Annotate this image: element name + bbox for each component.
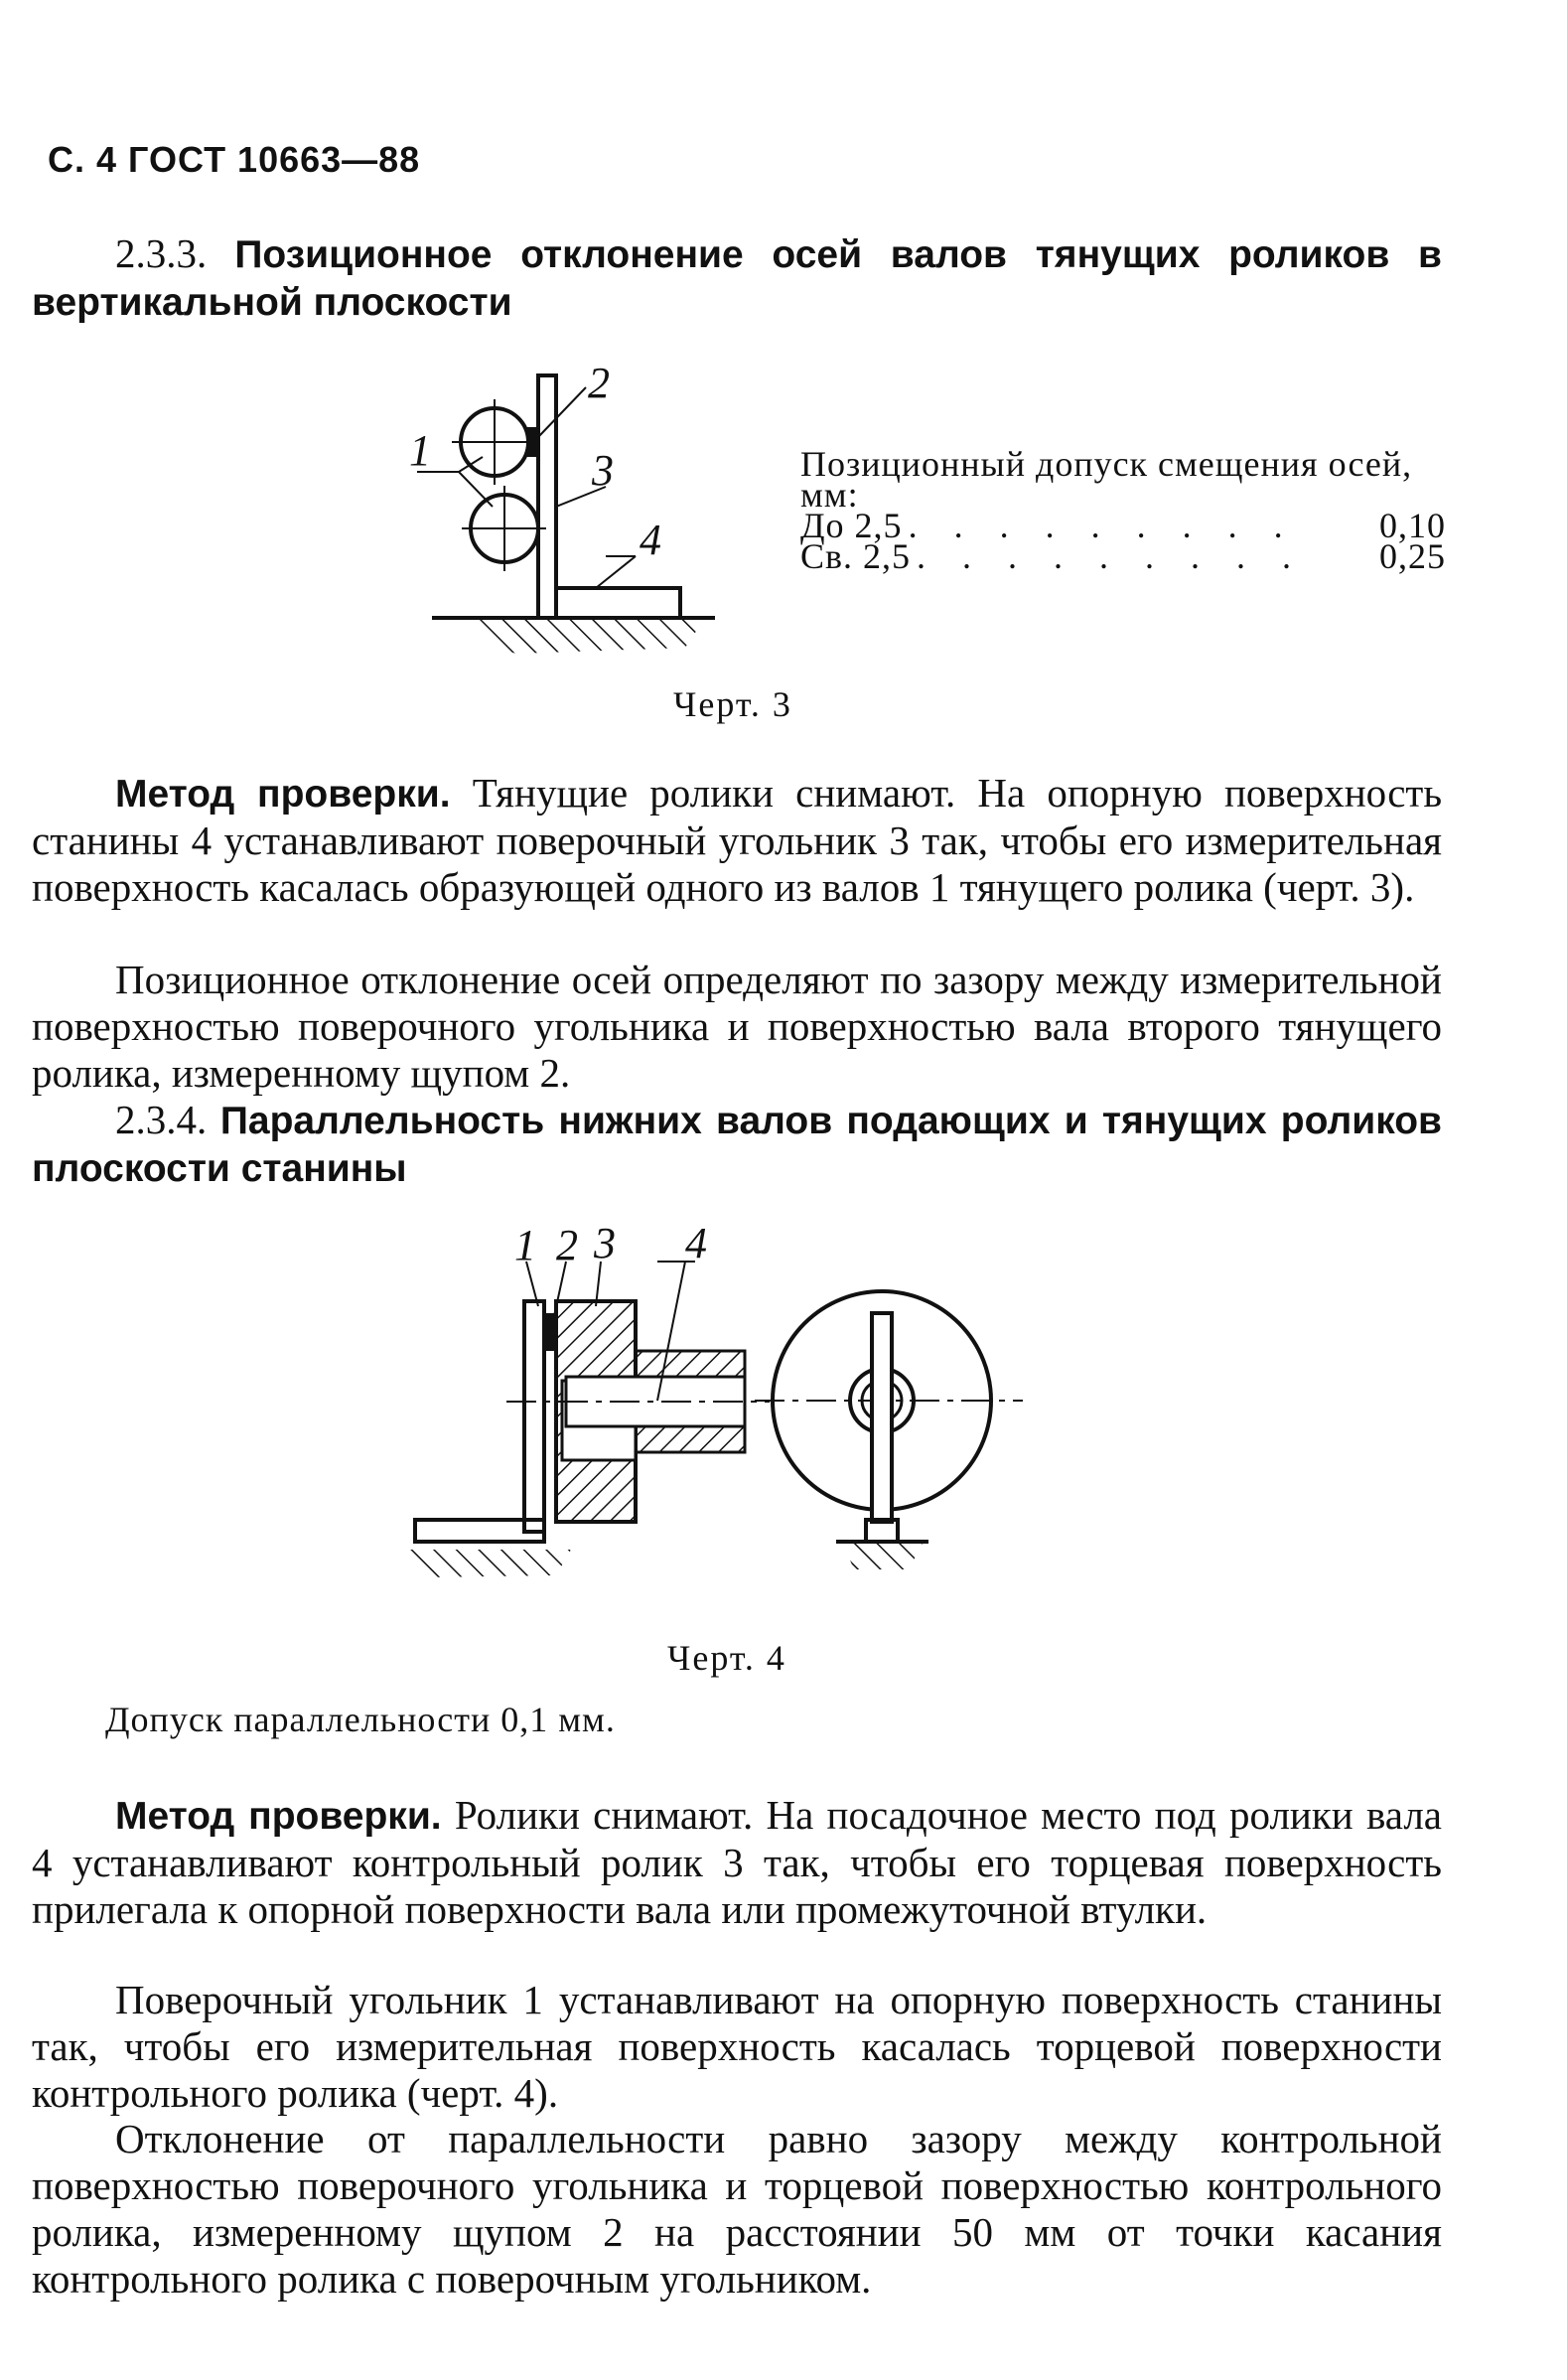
section-2-3-4-heading bbox=[32, 1097, 1442, 1192]
label-4: 4 bbox=[640, 516, 661, 564]
method-2-paragraph bbox=[32, 1792, 1442, 1933]
deviation-1-paragraph: Позиционное отклонение осей определяют по зазору между измерительной поверхностью поверочного угольника и поверхностью вала второго тянущего ролика, измеренному щупом 2. bbox=[32, 957, 1442, 1096]
figure-4-drawing bbox=[397, 1222, 1053, 1589]
shaft-lower bbox=[636, 1426, 745, 1452]
method-1-paragraph bbox=[32, 770, 1442, 911]
page-header: С. 4 ГОСТ 10663—88 bbox=[48, 139, 421, 180]
base-hatch bbox=[472, 618, 705, 654]
base-hatch-left bbox=[407, 1550, 571, 1577]
tolerance-row-label: До 2,5 bbox=[800, 506, 903, 545]
tolerance-table bbox=[800, 444, 1446, 576]
label-2: 2 bbox=[588, 359, 610, 407]
section-title: Параллельность нижних валов подающих и тянущих роликов плоскости станины bbox=[32, 1100, 1443, 1190]
bed-plate bbox=[556, 588, 680, 618]
tolerance-row-dots: . . . . . . . . . bbox=[908, 511, 1297, 541]
label-2: 2 bbox=[556, 1222, 578, 1269]
section-2-3-3-heading bbox=[32, 230, 1442, 326]
label-3: 3 bbox=[592, 446, 614, 495]
method-lead: Метод проверки. bbox=[115, 773, 451, 816]
tolerance-heading: Позиционный допуск смещения осей, мм: bbox=[800, 444, 1413, 515]
deviation-2-paragraph: Отклонение от параллельности равно зазору между контрольной поверхностью поверочного угольника и торцевой поверхностью контрольного ролика, измеренному щупом 2 на расстоянии 50 мм от точки касания контрольного ролика с поверочным угольником. bbox=[32, 2116, 1442, 2302]
tolerance-row-label: Св. 2,5 bbox=[800, 536, 912, 576]
square-tool bbox=[538, 375, 556, 618]
parallel-tolerance: Допуск параллельности 0,1 мм. bbox=[105, 1700, 616, 1739]
tolerance-row-value: 0,10 bbox=[1379, 506, 1446, 545]
section-number: 2.3.3. bbox=[115, 230, 208, 276]
section-title: Позиционное отклонение осей валов тянущих роликов в вертикальной плоскости bbox=[32, 233, 1443, 324]
label-4: 4 bbox=[685, 1222, 707, 1267]
square-tool bbox=[524, 1301, 544, 1532]
figure-3-drawing bbox=[397, 358, 735, 675]
method-lead: Метод проверки. bbox=[115, 1795, 442, 1838]
base-hatch-right bbox=[842, 1542, 924, 1569]
square-placement-paragraph: Поверочный угольник 1 устанавливают на опорную поверхность станины так, чтобы его измерительная поверхность касалась торцевой поверхности контрольного ролика (черт. 4). bbox=[32, 1977, 1442, 2116]
shaft-upper bbox=[636, 1351, 745, 1377]
figure-4-caption: Черт. 4 bbox=[667, 1638, 786, 1678]
method-text: Ролики снимают. На посадочное место под ролики вала 4 устанавливают контрольный ролик 3 так, чтобы его торцевая поверхность прилегала к опорной поверхности вала или промежуточной втулки. bbox=[32, 1792, 1443, 1932]
tolerance-row-value: 0,25 bbox=[1379, 536, 1446, 576]
label-1: 1 bbox=[409, 426, 431, 475]
figure-3-caption: Черт. 3 bbox=[673, 684, 792, 724]
label-3: 3 bbox=[594, 1222, 616, 1267]
section-number: 2.3.4. bbox=[115, 1097, 208, 1142]
square-tool-front bbox=[872, 1313, 892, 1522]
method-text: Тянущие ролики снимают. На опорную поверхность станины 4 устанавливают поверочный угольник 3 так, чтобы его измерительная поверхность касалась образующей одного из валов 1 тянущего ролика (черт. 3). bbox=[32, 770, 1443, 910]
label-1: 1 bbox=[514, 1222, 536, 1269]
tolerance-row bbox=[800, 536, 1446, 576]
tolerance-row-dots: . . . . . . . . . bbox=[917, 541, 1306, 572]
